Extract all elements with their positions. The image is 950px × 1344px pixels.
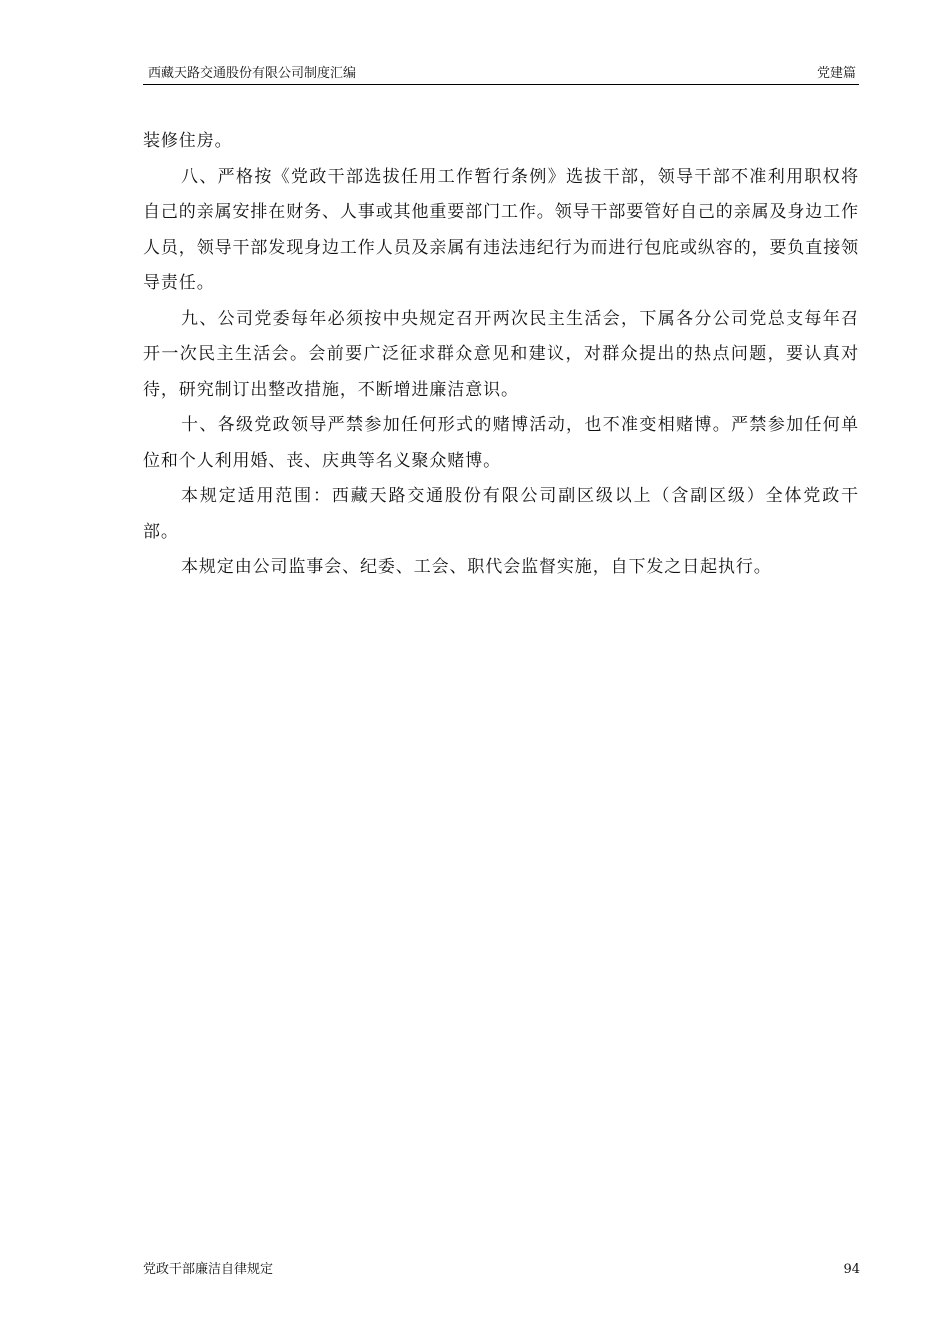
document-body xyxy=(143,124,859,586)
footer-document-name: 党政干部廉洁自律规定 xyxy=(143,1262,274,1277)
paragraph-continuation: 装修住房。 xyxy=(143,131,233,151)
header-section-name: 党建篇 xyxy=(816,66,856,81)
page-header xyxy=(143,66,859,85)
paragraph-item-10: 十、各级党政领导严禁参加任何形式的赌博活动，也不准变相赌博。严禁参加任何单位和个人利用婚、丧、庆典等名义聚众赌博。 xyxy=(143,415,859,471)
paragraph-item-8: 八、严格按《党政干部选拔任用工作暂行条例》选拔干部，领导干部不准利用职权将自己的亲属安排在财务、人事或其他重要部门工作。领导干部要管好自己的亲属及身边工作人员，领导干部发现身边工作人员及亲属有违法违纪行为而进行包庇或纵容的，要负直接领导责任。 xyxy=(143,166,859,293)
paragraph-item-9: 九、公司党委每年必须按中央规定召开两次民主生活会，下属各分公司党总支每年召开一次民主生活会。会前要广泛征求群众意见和建议，对群众提出的热点问题，要认真对待，研究制订出整改措施，不断增进廉洁意识。 xyxy=(143,308,859,400)
paragraph-enforcement: 本规定由公司监事会、纪委、工会、职代会监督实施，自下发之日起执行。 xyxy=(181,557,772,577)
page-number: 94 xyxy=(843,1262,860,1277)
paragraph-scope: 本规定适用范围：西藏天路交通股份有限公司副区级以上（含副区级）全体党政干部。 xyxy=(143,486,859,542)
header-document-title: 西藏天路交通股份有限公司制度汇编 xyxy=(148,66,357,81)
